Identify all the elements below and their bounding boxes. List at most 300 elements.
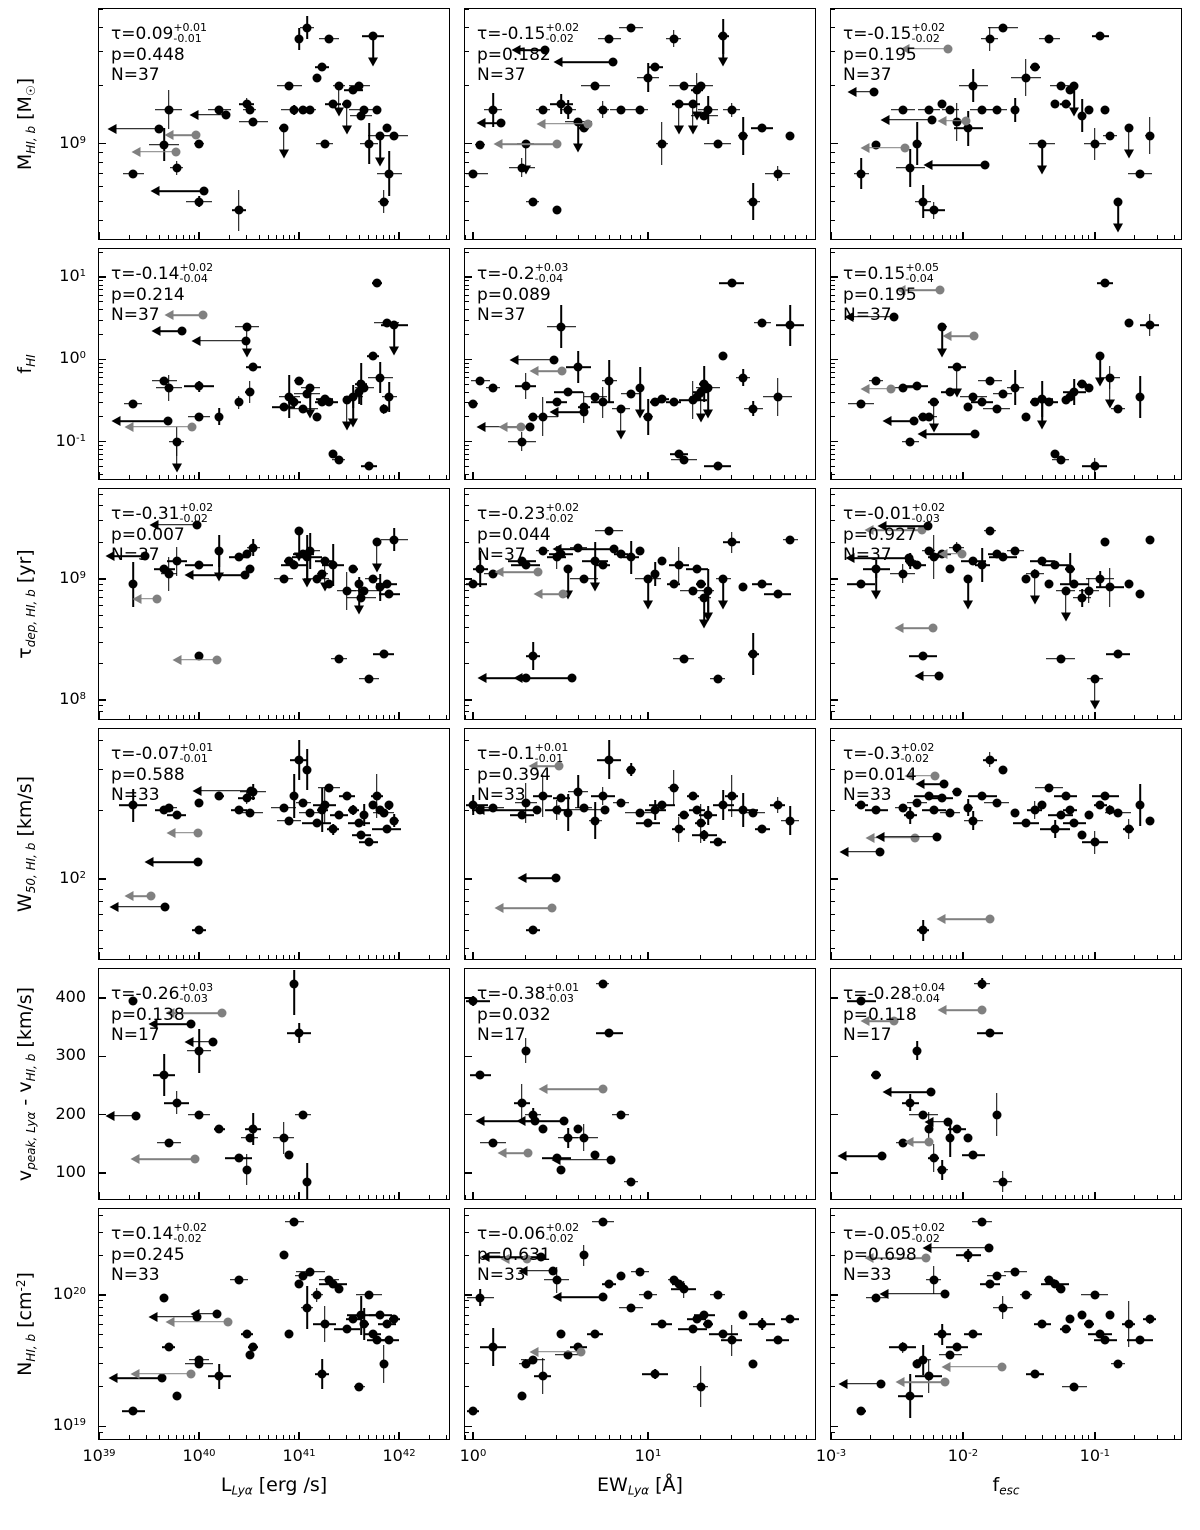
x-minor-tick [1082, 715, 1083, 719]
n-value: N=17 [843, 1025, 892, 1046]
x-minor-tick [923, 1195, 924, 1199]
limit-stem [394, 325, 396, 347]
y-minor-tick [99, 627, 103, 628]
x-minor-tick [933, 475, 934, 479]
limit-point [584, 119, 593, 128]
data-point [129, 169, 138, 178]
data-point [1066, 806, 1075, 815]
upper-limit-arrow [242, 348, 252, 357]
data-point [488, 105, 497, 114]
x-tick [98, 232, 100, 239]
y-minor-tick [831, 810, 835, 811]
x-minor-tick [446, 715, 447, 719]
data-point [364, 462, 373, 471]
x-minor-tick [1082, 955, 1083, 959]
data-point [360, 105, 369, 114]
data-point [657, 557, 666, 566]
x-minor-tick [1002, 715, 1003, 719]
x-minor-tick [129, 715, 130, 719]
data-point [872, 1070, 881, 1079]
y-tick-label: $10^2$ [59, 868, 86, 888]
left-limit-arrow [494, 139, 503, 149]
limit-stem [136, 151, 176, 153]
data-point [616, 798, 625, 807]
data-point [857, 399, 866, 408]
x-tick [472, 1192, 474, 1199]
data-point [985, 34, 994, 43]
data-point [605, 1280, 614, 1289]
x-tick [830, 232, 832, 239]
x-minor-tick [246, 1435, 247, 1439]
data-point [786, 131, 795, 140]
y-minor-tick [831, 901, 835, 902]
x-minor-tick [1025, 1195, 1026, 1199]
x-minor-tick [795, 1435, 796, 1439]
x-minor-tick [259, 475, 260, 479]
plot-area [831, 729, 1181, 959]
data-point [969, 81, 978, 90]
data-point [1070, 388, 1079, 397]
x-minor-tick [446, 1195, 447, 1199]
limit-point [171, 147, 180, 156]
left-limit-arrow [553, 1292, 562, 1302]
data-point [919, 1355, 928, 1364]
y-tick [99, 1172, 106, 1174]
data-point [164, 1343, 173, 1352]
y-minor-tick [99, 377, 103, 378]
x-minor-tick [620, 1195, 621, 1199]
data-point [1056, 811, 1065, 820]
y-minor-tick [831, 466, 835, 467]
limit-point [186, 1369, 195, 1378]
x-minor-tick [194, 475, 195, 479]
n-value: N=17 [477, 1025, 526, 1046]
y-tick [465, 276, 472, 278]
x-tick-label: $10^{-2}$ [947, 1446, 979, 1465]
y-minor-tick [99, 152, 103, 153]
data-point [1056, 654, 1065, 663]
panel-v_peak-vs-L_Lya [98, 968, 450, 1200]
p-value: p=0.927 [843, 525, 917, 545]
y-minor-tick [465, 367, 469, 368]
x-tick [647, 232, 649, 239]
plot-area [465, 489, 815, 719]
x-minor-tick [368, 235, 369, 239]
y-tick [99, 1426, 106, 1428]
left-limit-arrow [917, 429, 926, 439]
data-point [1056, 81, 1065, 90]
y-tick-label: $10^0$ [59, 348, 86, 368]
data-point [279, 1251, 288, 1260]
data-point [1124, 1320, 1133, 1329]
y-minor-tick [99, 392, 103, 393]
x-minor-tick [806, 235, 807, 239]
y-minor-tick [99, 1347, 103, 1348]
x-minor-tick [923, 715, 924, 719]
y-minor-tick [99, 1232, 103, 1233]
x-minor-tick [1134, 235, 1135, 239]
stat-annotation [843, 23, 945, 85]
data-point [773, 1336, 782, 1345]
limit-stem [1042, 144, 1044, 166]
y-tick [99, 441, 106, 443]
data-point [1011, 808, 1020, 817]
limit-stem [346, 104, 348, 126]
data-point [906, 163, 915, 172]
y-minor-tick [99, 27, 103, 28]
y-tick-label: $10^{-1}$ [55, 430, 86, 450]
data-point [1124, 318, 1133, 327]
plot-area [831, 9, 1181, 239]
x-tick [98, 952, 100, 959]
x-minor-tick [893, 235, 894, 239]
limit-point [977, 1006, 986, 1015]
x-minor-tick [1065, 475, 1066, 479]
data-point [279, 403, 288, 412]
limit-point [550, 355, 559, 364]
y-minor-tick [99, 173, 103, 174]
n-value: N=33 [843, 1265, 892, 1286]
limit-stem [176, 442, 178, 464]
x-minor-tick [329, 235, 330, 239]
tau-value: τ=-0.3 +0.02 -0.02 [843, 741, 935, 765]
limit-stem [149, 861, 198, 863]
x-minor-tick [620, 235, 621, 239]
y-minor-tick [465, 301, 469, 302]
left-limit-arrow [529, 1347, 538, 1357]
data-point [488, 383, 497, 392]
x-tick [298, 712, 300, 719]
plot-area [465, 969, 815, 1199]
data-point [369, 574, 378, 583]
upper-limit-arrow [703, 409, 713, 418]
data-point [385, 169, 394, 178]
x-minor-tick [933, 715, 934, 719]
upper-limit-arrow [674, 126, 684, 135]
data-point [279, 803, 288, 812]
limit-point [158, 1374, 167, 1383]
limit-point [877, 1152, 886, 1161]
x-minor-tick [942, 955, 943, 959]
p-value: p=0.214 [111, 285, 185, 305]
data-point [382, 124, 391, 133]
data-point [679, 811, 688, 820]
data-point [372, 278, 381, 287]
y-minor-tick [99, 494, 103, 495]
y-minor-tick [831, 1215, 835, 1216]
limit-stem [499, 572, 539, 574]
n-value: N=37 [111, 305, 160, 326]
data-point [1096, 801, 1105, 810]
panel-W50-vs-f_esc [830, 728, 1182, 960]
data-point [591, 81, 600, 90]
data-point [564, 105, 573, 114]
data-point [195, 1110, 204, 1119]
limit-stem [518, 677, 572, 679]
x-minor-tick [1074, 475, 1075, 479]
x-minor-tick [194, 1195, 195, 1199]
x-minor-tick [268, 235, 269, 239]
x-minor-tick [359, 715, 360, 719]
y-minor-tick [99, 705, 103, 706]
y-minor-tick [99, 402, 103, 403]
limit-point [610, 545, 619, 554]
x-minor-tick [1088, 475, 1089, 479]
y-minor-tick [465, 1439, 469, 1440]
data-point [1021, 574, 1030, 583]
limit-stem [219, 551, 221, 573]
y-minor-tick [465, 466, 469, 467]
x-minor-tick [770, 715, 771, 719]
x-minor-tick [394, 955, 395, 959]
y-minor-tick [465, 740, 469, 741]
x-minor-tick [389, 715, 390, 719]
x-tick [962, 712, 964, 719]
data-point [318, 1369, 327, 1378]
x-minor-tick [383, 1195, 384, 1199]
x-tick [830, 1432, 832, 1439]
data-point [669, 580, 678, 589]
x-minor-tick [770, 475, 771, 479]
limit-stem [514, 359, 554, 361]
y-minor-tick [831, 51, 835, 52]
data-point [379, 1359, 388, 1368]
x-minor-tick [595, 1195, 596, 1199]
limit-stem [283, 128, 285, 150]
x-minor-tick [595, 955, 596, 959]
panel-W50-vs-EW_Lya [464, 728, 816, 960]
x-minor-tick [609, 475, 610, 479]
data-point [164, 105, 173, 114]
y-minor-tick [465, 363, 469, 364]
y-minor-tick [99, 615, 103, 616]
y-minor-tick [831, 627, 835, 628]
y-tick [99, 578, 106, 580]
data-point [627, 765, 636, 774]
data-point [929, 806, 938, 815]
x-tick [298, 952, 300, 959]
data-point [195, 197, 204, 206]
x-minor-tick [1157, 955, 1158, 959]
x-minor-tick [465, 715, 466, 719]
x-minor-tick [578, 715, 579, 719]
tau-value: τ=-0.2 +0.03 -0.04 [477, 261, 569, 285]
plot-area [831, 969, 1181, 1199]
x-minor-tick [1174, 1195, 1175, 1199]
left-limit-arrow [936, 914, 945, 924]
stat-annotation [843, 1223, 945, 1285]
p-value: p=0.044 [477, 525, 551, 545]
data-point [552, 398, 561, 407]
x-tick [472, 1432, 474, 1439]
y-tick-label: 300 [55, 1045, 86, 1065]
data-point [669, 783, 678, 792]
upper-limit-arrow [1113, 223, 1123, 232]
x-minor-tick [910, 235, 911, 239]
x-tick [198, 232, 200, 239]
data-point [938, 1165, 947, 1174]
data-point [978, 979, 987, 988]
y-minor-tick [465, 201, 469, 202]
x-minor-tick [956, 715, 957, 719]
y-tick [831, 359, 838, 361]
plot-area [465, 1209, 815, 1439]
limit-point [212, 655, 221, 664]
limit-point [910, 417, 919, 426]
y-minor-tick [831, 285, 835, 286]
data-point [627, 1303, 636, 1312]
x-minor-tick [1055, 1195, 1056, 1199]
p-value: p=0.448 [111, 45, 185, 65]
data-point [985, 755, 994, 764]
x-minor-tick [146, 475, 147, 479]
y-minor-tick [831, 914, 835, 915]
y-minor-tick [831, 1334, 835, 1335]
x-tick [198, 1432, 200, 1439]
y-minor-tick [465, 1255, 469, 1256]
data-point [964, 1251, 973, 1260]
left-limit-arrow [148, 1312, 157, 1322]
x-minor-tick [283, 1195, 284, 1199]
x-minor-tick [289, 955, 290, 959]
x-minor-tick [1088, 1435, 1089, 1439]
limit-stem [707, 388, 709, 410]
y-minor-tick [465, 320, 469, 321]
data-point [290, 398, 299, 407]
x-minor-tick [189, 475, 190, 479]
left-limit-arrow [477, 422, 486, 432]
n-value: N=37 [843, 545, 892, 566]
limit-stem [346, 400, 348, 422]
y-minor-tick [831, 377, 835, 378]
y-minor-tick [99, 1300, 103, 1301]
left-limit-arrow [518, 873, 527, 883]
left-limit-arrow [152, 326, 161, 336]
y-minor-tick [99, 914, 103, 915]
x-minor-tick [183, 1195, 184, 1199]
x-minor-tick [1174, 955, 1175, 959]
x-minor-tick [731, 1195, 732, 1199]
x-minor-tick [923, 235, 924, 239]
data-point [651, 62, 660, 71]
n-value: N=37 [477, 545, 526, 566]
data-point [312, 412, 321, 421]
x-minor-tick [168, 955, 169, 959]
n-value: N=33 [477, 1265, 526, 1286]
data-point [674, 825, 683, 834]
data-point [390, 816, 399, 825]
x-tick [830, 1192, 832, 1199]
limit-stem [499, 907, 553, 909]
p-value: p=0.089 [477, 285, 551, 305]
plot-area [99, 249, 449, 479]
x-axis-label-EW_Lya: $EW_{Ly\alpha}$ [Å] [597, 1474, 683, 1498]
x-minor-tick [183, 715, 184, 719]
x-minor-tick [446, 955, 447, 959]
x-minor-tick [276, 1435, 277, 1439]
x-minor-tick [631, 1435, 632, 1439]
tau-value: τ=0.14 +0.02 -0.02 [111, 1221, 208, 1245]
x-minor-tick [394, 1435, 395, 1439]
data-point [964, 124, 973, 133]
y-minor-tick [99, 162, 103, 163]
data-point [312, 73, 321, 82]
data-point [657, 1320, 666, 1329]
y-minor-tick [99, 445, 103, 446]
x-minor-tick [910, 955, 911, 959]
data-point [390, 535, 399, 544]
y-minor-tick [465, 901, 469, 902]
x-minor-tick [194, 235, 195, 239]
data-point [360, 383, 369, 392]
data-point [952, 787, 961, 796]
data-point [679, 455, 688, 464]
x-tick [472, 472, 474, 479]
data-point [538, 1372, 547, 1381]
x-minor-tick [770, 1435, 771, 1439]
data-point [591, 1330, 600, 1339]
data-point [1145, 816, 1154, 825]
x-minor-tick [129, 475, 130, 479]
x-minor-tick [429, 715, 430, 719]
data-point [727, 105, 736, 114]
x-minor-tick [283, 235, 284, 239]
x-minor-tick [383, 955, 384, 959]
left-limit-arrow [549, 407, 558, 417]
limit-point [177, 327, 186, 336]
limit-stem [155, 191, 204, 193]
y-tick [99, 143, 106, 145]
y-tick [831, 276, 838, 278]
data-point [644, 819, 653, 828]
data-point [872, 806, 881, 815]
left-limit-arrow [943, 331, 952, 341]
y-minor-tick [831, 280, 835, 281]
data-point [538, 1125, 547, 1134]
y-tick-label: $10^8$ [59, 689, 86, 709]
data-point [164, 383, 173, 392]
x-minor-tick [595, 715, 596, 719]
x-minor-tick [795, 235, 796, 239]
data-point [688, 586, 697, 595]
x-minor-tick [893, 715, 894, 719]
data-point [488, 1138, 497, 1147]
data-point [364, 674, 373, 683]
data-point [657, 801, 666, 810]
x-minor-tick [346, 1435, 347, 1439]
data-point [234, 1154, 243, 1163]
x-minor-tick [176, 955, 177, 959]
limit-point [971, 430, 980, 439]
x-minor-tick [329, 475, 330, 479]
limit-point [599, 1085, 608, 1094]
data-point [727, 1336, 736, 1345]
data-point [564, 388, 573, 397]
data-point [334, 1285, 343, 1294]
x-minor-tick [176, 475, 177, 479]
x-minor-tick [933, 235, 934, 239]
limit-point [940, 1378, 949, 1387]
data-point [1056, 455, 1065, 464]
data-point [598, 979, 607, 988]
data-point [1070, 580, 1079, 589]
plot-area [831, 1209, 1181, 1439]
y-axis-label-N_HI: $N_{HI, b}$ $[cm^{-2}]$ [14, 1272, 38, 1376]
data-point [160, 1293, 169, 1302]
limit-point [218, 1009, 227, 1018]
left-limit-arrow [475, 1116, 484, 1126]
x-minor-tick [383, 235, 384, 239]
